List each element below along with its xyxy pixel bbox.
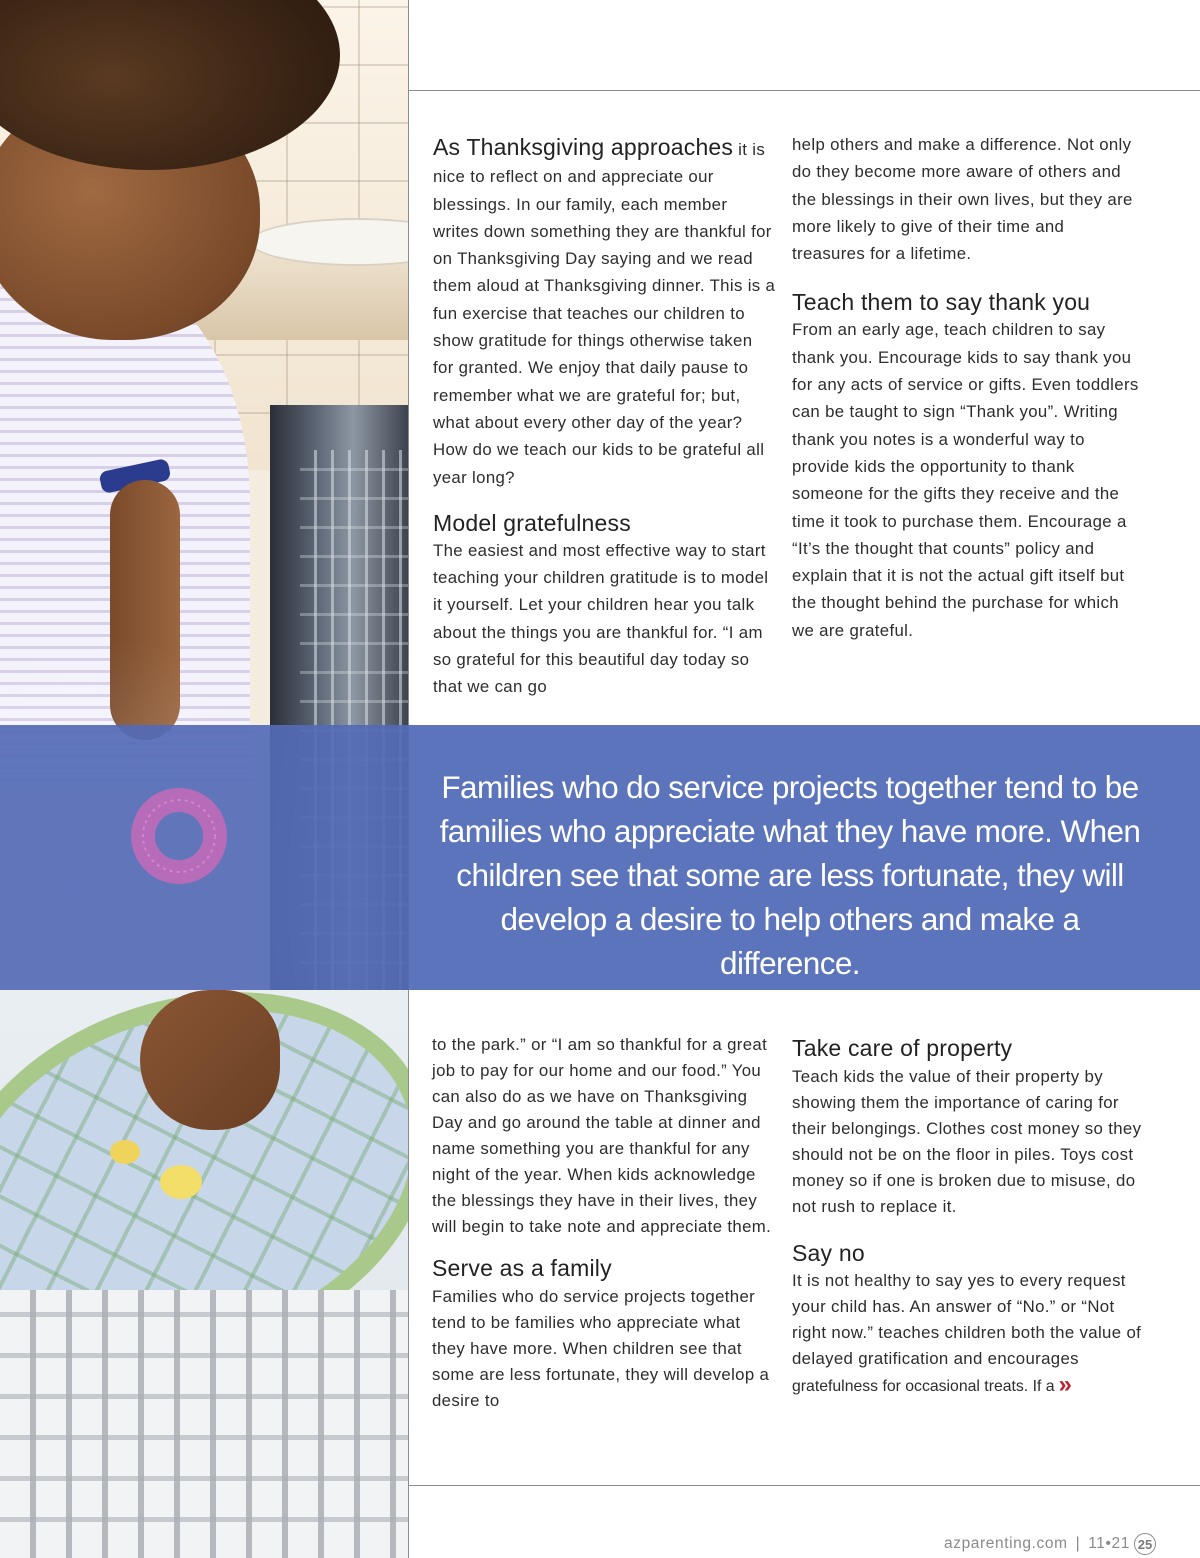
continued-paragraph: help others and make a difference. Not only do they become more aware of others and the blessings in their own lives, but they are more likely to give of their time and treasures for a lifetime. [792, 135, 1133, 264]
site-url[interactable]: azparenting.com [944, 1535, 1068, 1552]
heading-model-gratefulness: Model gratefulness [433, 509, 631, 536]
continued-paragraph: to the park.” or “I am so thankful for a great job to pay for our home and our food.” You can also do as we have on Thanksgiving Day and go around the table at dinner and name something you are thankful for any night of the year. When kids acknowledge the blessings they have in their lives, they will begin to take note and appreciate them. [432, 1035, 772, 1236]
pull-quote: Families who do service projects together tend to be families who appreciate what they have more. When children see that some are less fortunate, they will develop a desire to help others and make a difference. [439, 769, 1141, 981]
heading-serve-as-family: Serve as a family [432, 1255, 612, 1281]
heading-take-care-of-property: Take care of property [792, 1035, 1013, 1061]
footer-separator: | [1075, 1535, 1081, 1552]
article-column-3 [432, 1032, 777, 1414]
model-gratefulness-text: The easiest and most effective way to start teaching your children gratitude is to model it yourself. Let your children hear you talk about the things you are thankful for. “I am so grateful for this beautiful day today so that we can go [433, 540, 769, 697]
article-column-1 [433, 134, 778, 701]
page-number: 25 [1134, 1533, 1156, 1555]
lower-dish-rack [0, 1290, 409, 1558]
say-no-body: It is not healthy to say yes to every request your child has. An answer of “No.” or “Not right now.” teaches children both the value of delayed gratification and encourages [792, 1271, 1142, 1368]
intro-text: it is nice to reflect on and appreciate our blessings. In our family, each member writes down something they are thankful for on Thanksgiving Day saying and we read them aloud at Thanksgiving dinner. This is a fun exercise that teaches our children to show gratitude for things otherwise taken for granted. We enjoy that daily pause to remember what we are grateful for; but, what about every other day of the year? How do we teach our kids to be grateful all year long? [433, 140, 776, 487]
continue-arrow-icon[interactable]: » [1058, 1371, 1073, 1398]
say-no-tail: gratefulness for occasional treats. If a [792, 1378, 1055, 1395]
heading-teach-thank-you: Teach them to say thank you [792, 289, 1091, 316]
ring-ornament-icon [130, 787, 228, 885]
issue-date: 11•21 [1088, 1535, 1130, 1552]
thank-you-text: From an early age, teach children to say thank you. Encourage kids to say thank you for any acts of service or gifts. Even toddlers can be taught to sign “Thank you”. Writing thank you notes is a wonderful way to provide kids the opportunity to thank someone for the gifts they receive and the time it took to purchase them. Encourage a “It’s the thought that counts” policy and explain that it is not the actual gift itself but the thought behind the purchase for which we are grateful. [792, 320, 1139, 640]
page-footer [944, 1533, 1156, 1555]
lemon-motif [160, 1165, 202, 1199]
lead-in: As Thanksgiving approaches [433, 134, 734, 160]
bottom-rule [409, 1485, 1200, 1486]
heading-say-no: Say no [792, 1240, 865, 1266]
serve-family-text: Families who do service projects together tend to be families who appreciate what they have more. When children see that some are less fortunate, they will develop a desire to [432, 1287, 770, 1410]
top-rule [409, 90, 1200, 91]
article-column-2 [792, 131, 1142, 644]
say-no-text [792, 1268, 1142, 1400]
intro-paragraph [433, 134, 778, 491]
child-hand [140, 990, 280, 1130]
article-column-4 [792, 1034, 1142, 1400]
property-text: Teach kids the value of their property by showing them the importance of caring for their belongings. Clothes cost money so they should not be on the floor in piles. Toys cost money so if one is broken due to misuse, do not rush to replace it. [792, 1067, 1142, 1216]
lemon-motif [110, 1140, 140, 1164]
